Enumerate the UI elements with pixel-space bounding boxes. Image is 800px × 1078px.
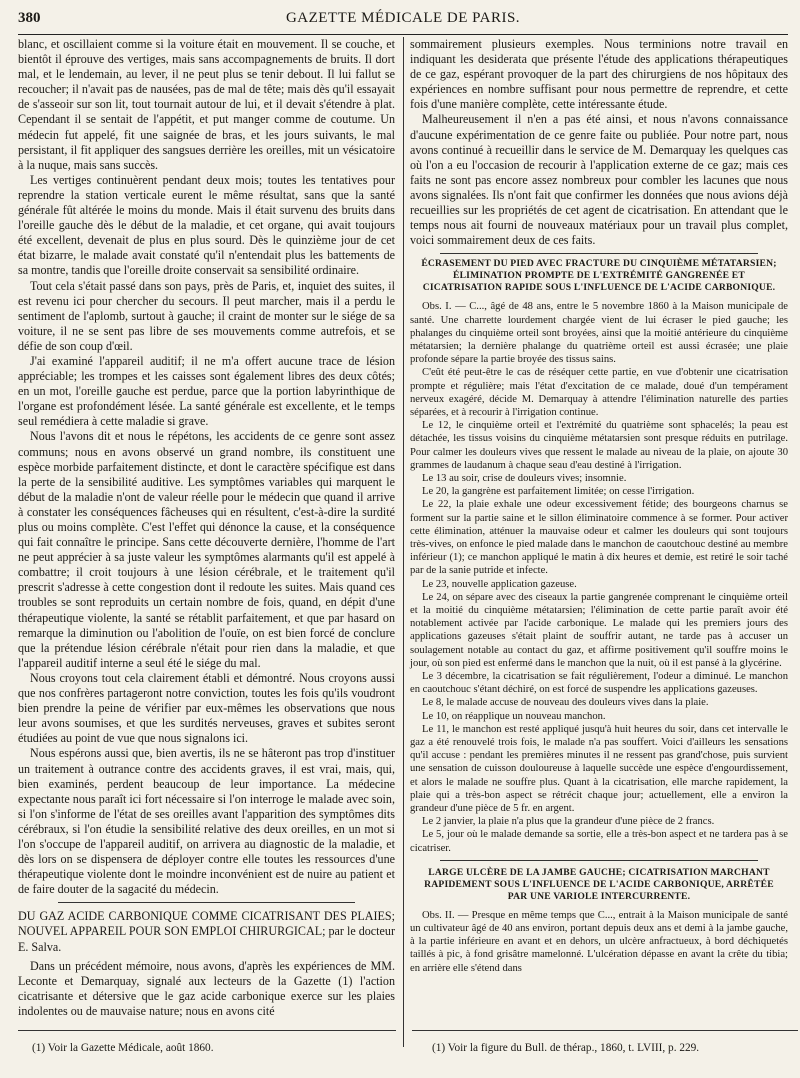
paragraph: blanc, et oscillaient comme si la voiture était en mouvement. Il se couche, et bientôt il éprouve des vertiges, mais sans accompagnements de bruits. Il dort mal, et le lendemain, au lever, il ne peut plus se tenir debout. Il lui fallut se recoucher; il n'avait pas de nausées, pas de mal de tête; mais dès qu'il essayait de s'asseoir sur son lit, tout tournait autour de lui, et il devait s'étendre à plat. Cependant il se sentait de l'appétit, et put manger comme de coutume. Un médecin fut appelé, fit une saignée de bras, et les jours suivants, le mal persistant, il fit appliquer des sangsues derrière les oreilles, mit un vésicatoire à la nuque, mais sans succès. [18,37,395,172]
case-paragraph: Le 11, le manchon est resté appliqué jusqu'à huit heures du soir, dans cet intervalle le gaz a été renouvelé trois fois, le malade n'a pas souffert. Voici d'ailleurs les sensations qu'il accuse : pendant les premières minutes il ne ressent pas grand'chose, puis survient une sensation de cuisson douloureuse à laquelle succède une espèce d'engourdissement, et alors le malade ne souffre plus. Quant à la cicatrisation, elle marche rapidement, la plaie qui a très-bon aspect se rétrécit chaque jour; actuellement, elle a environ la grandeur d'une pièce de 5 fr. en argent. [410,723,788,815]
right-column [403,37,788,1047]
case-paragraph: Le 3 décembre, la cicatrisation se fait régulièrement, l'odeur a diminué. Le manchon en caoutchouc s'étant déchiré, on est forcé de suspendre les applications gazeuses. [410,671,788,696]
observation-heading: ÉCRASEMENT DU PIED AVEC FRACTURE DU CINQUIÈME MÉTATARSIEN; ÉLIMINATION PROMPTE DE L'EXTRÉMITÉ GANGRENÉE ET CICATRISATION RAPIDE SOUS L'INFLUENCE DE L'ACIDE CARBONIQUE. [421,258,777,294]
case-paragraph: Le 20, la gangrène est parfaitement limitée; on cesse l'irrigation. [422,486,695,498]
left-column [18,37,395,1047]
paragraph: Nous espérons aussi que, bien avertis, ils ne se hâteront pas trop d'instituer un traitement à outrance contre des accidents graves, il est vrai, mais, qui, bien examinés, perdent beaucoup de leur importance. La médecine expectante nous paraît ici fort nécessaire si l'on interroge le malade avec soin, si l'on s'informe de l'état de ses oreilles avant l'apparition des symptômes dits cérébraux, si l'on étudie la sensibilité relative des deux oreilles, en un mot si l'on s'occupe de l'appareil auditif, on arrivera au diagnostic de la maladie, et dès lors on se dispensera de déployer contre elle toutes les ressources d'une thérapeutique violente dont le moindre inconvénient est de nuire au patient et de faire douter de la sagacité du médecin. [18,746,395,897]
case-paragraph: C'eût été peut-être le cas de réséquer cette partie, en vue d'obtenir une cicatrisation prompte et régulière; mais l'état d'excitation de ce malade, doué d'un tempérament nerveux exagéré, décide M. Demarquay à attendre l'élimination naturelle des parties séparées, et à recourir à l'irrigation continue. [410,367,788,418]
case-paragraph: Obs. II. — Presque en même temps que C..., entrait à la Maison municipale de santé un cultivateur âgé de 40 ans environ, portant depuis deux ans et demi à la jambe gauche, à la partie inférieure en avant et en dehors, un ulcère anfractueux, à bord déchiquetés taillés à pic, à fond grisâtre mamelonné. L'ulcération dépasse en avant la crête du tibia; en arrière elle s'étend dans [410,909,788,974]
case-paragraph: Le 12, le cinquième orteil et l'extrémité du quatrième sont sphacelés; la peau est détachée, les tissus voisins du cinquième métatarsien sont presque réduits en putrilage. Pour calmer les douleurs vives que ressent le malade au niveau de la plaie, on ajoute 30 grammes de laudanum à chaque seau d'eau destiné à l'irrigation. [410,420,788,471]
page-number: 380 [18,10,41,26]
two-column-body [18,37,788,1047]
article-title [18,909,395,954]
case-paragraph: Le 2 janvier, la plaie n'a plus que la grandeur d'une pièce de 2 francs. [422,816,715,828]
paragraph: Malheureusement il n'en a pas été ainsi, et nous n'avons connaissance d'aucune expérimentation de ce genre faite ou publiée. Pour notre part, nous avons continué à recueillir dans le service de M. Demarquay les quelques cas où l'on a eu l'occasion de recourir à l'application externe de ce gaz; mais ces faits ne sont pas encore assez nombreux pour combler les lacunes que nous avons signalées. Ils n'ont fait que confirmer les données que nous avions déjà recueillies sur les propriétés de cet agent de cicatrisation. En attendant que le temps nous ait fourni de nouveaux matériaux pour un travail plus complet, voici sommairement deux de ces faits. [410,112,788,248]
footnote-right: (1) Voir la figure du Bull. de thérap., 1860, t. LVIII, p. 229. [432,1042,700,1054]
section-divider [440,860,758,861]
paragraph: Tout cela s'était passé dans son pays, près de Paris, et, inquiet des suites, il est revenu ici pour chercher du secours. Il peut marcher, mais il a perdu le sentiment de l'aplomb, surtout à gauche; il craint de monter sur le siége de sa voiture, il ne se sent pas libre de ses mouvements comme autrefois, et se défie de son coup d'œil. [18,278,395,353]
case-paragraph: Le 23, nouvelle application gazeuse. [422,578,577,590]
case-paragraph: Le 13 au soir, crise de douleurs vives; insomnie. [422,472,627,484]
section-divider [58,902,355,903]
case-paragraph: Le 22, la plaie exhale une odeur excessivement fétide; des bourgeons charnus se forment sur la partie saine et le sillon éliminatoire commence à se former. Pour activer cette élimination, atténuer la mauvaise odeur et calmer les douleurs qui sont toujours très-vives, on enfonce le pied malade dans le manchon de caoutchouc destiné au membre inférieur (1); ce manchon appliqué le matin à dix heures et demie, est retiré le soir taché par de la sanie putride et infecte. [410,499,788,577]
footnote-left: (1) Voir la Gazette Médicale, août 1860. [32,1042,214,1054]
observation-heading: LARGE ULCÈRE DE LA JAMBE GAUCHE; CICATRISATION MARCHANT RAPIDEMENT SOUS L'INFLUENCE DE L'ACIDE CARBONIQUE, ARRÊTÉE PAR UNE VARIOLE INTERCURRENTE. [424,866,774,902]
article-title-main: DU GAZ ACIDE CARBONIQUE COMME CICATRISANT DES PLAIES; NOUVEL APPAREIL POUR SON EMPLOI CHIRURGICAL; [18,909,395,939]
article-author: par le docteur E. Salva. [18,924,395,954]
paragraph: Nous croyons tout cela clairement établi et démontré. Nous croyons aussi que nos confrères partageront notre conviction, toutes les fois qu'ils voudront bien prendre la peine de vérifier par eux-mêmes les observations que nous leur avons soumises, et que les surdités nerveuses, graves et subites seront étudiées au point de vue que nous signalons ici. [18,670,395,746]
section-divider [440,253,758,254]
case-paragraph: Le 24, on sépare avec des ciseaux la partie gangrenée comprenant le cinquième orteil et la moitié du cinquième métatarsien; l'élimination de cette partie paraît avoir été notablement activée par l'acide carbonique. Le malade qui les premiers jours des applications gazeuses s'était plaint de souffrir autant, ne tarde pas à accuser un soulagement notable au contact du gaz, et affirme positivement qu'il souffre moins le jour, où son pied est enfermé dans le manchon que la nuit, où il est pansé à la glycérine. [410,591,788,669]
page-header [18,10,788,35]
paragraph: sommairement plusieurs exemples. Nous terminions notre travail en indiquant les desiderata que présente l'étude des applications thérapeutiques de ce gaz, espérant provoquer de la part des chirurgiens de nos hôpitaux des expériences en nombre suffisant pour nous permettre de reprendre, et cette fois d'une manière complète, cette intéressante étude. [410,37,788,112]
case-paragraph: Le 10, on réapplique un nouveau manchon. [422,710,606,722]
paragraph: J'ai examiné l'appareil auditif; il ne m'a offert aucune trace de lésion appréciable; les trompes et les caisses sont également libres des deux côtés; en un mot, l'oreille gauche est perdue, parce que la portion labyrinthique de l'organe est profondément lésée. La santé générale est excellente, et le temps seul remédiera à cette maladie si grave. [18,353,395,429]
running-head: GAZETTE MÉDICALE DE PARIS. [285,10,521,26]
paragraph: Les vertiges continuèrent pendant deux mois; toutes les tentatives pour reprendre la station verticale eurent le même résultat, sans que la santé générale fût altérée le moins du monde. Mais il était survenu des bruits dans l'oreille gauche dès le début de la maladie, et cet organe, qui avait toujours été excellent, devenait de plus en plus sourd. Dès le quinzième jour de cet état bizarre, le malade avait constaté qu'il n'entendait plus les battements de sa montre, tandis que l'oreille droite conservait sa sensibilité ordinaire. [18,172,395,278]
case-paragraph: Obs. I. — C..., âgé de 48 ans, entre le 5 novembre 1860 à la Maison municipale de santé. Une charrette lourdement chargée vient de lui écraser le pied gauche; les phalanges du cinquième orteil sont broyées, ainsi que la moitié antérieure du cinquième métatarsien; la dernière phalange du quatrième orteil est aussi écrasée; une plaie profonde sépare la partie broyée des tissus sains. [410,301,788,366]
paragraph: Nous l'avons dit et nous le répétons, les accidents de ce genre sont assez communs; nous en avons observé un grand nombre, ils constituent une espèce morbide parfaitement distincte, et dont le caractère spécifique est dans la perte de la sensibilité auditive. Les symptômes variables qui marquent le début de la maladie n'ont de valeur réelle pour le médecin que quand il arrive à constater les conséquences fâcheuses qui en résultent, c'est-à-dire la surdité plus ou moins complète. C'est l'effet qui dénonce la cause, et la conséquence qui fait connaître le principe. Sans cette découverte dernière, l'homme de l'art ne peut apprécier à sa juste valeur les symptômes alarmants qu'il est appelé à combattre; il croit toujours à une lésion cérébrale, et le traitement qu'il prescrit s'adresse à cette congestion dont il redoute les suites. Mais quand ces troubles se sont reproduits un certain nombre de fois, quand, en dépit d'une thérapeutique violente, la santé se rétablit parfaitement, et que par hasard on remarque la diminution ou l'abolition de l'ouïe, on est bien forcé de conclure que la prétendue lésion cérébrale n'était pour rien dans la maladie, et que l'appareil auditif interne a seul été le siége du mal. [18,429,395,670]
case-paragraph: Le 5, jour où le malade demande sa sortie, elle a très-bon aspect et ne tardera pas à se cicatriser. [410,829,788,854]
paragraph: Dans un précédent mémoire, nous avons, d'après les expériences de MM. Leconte et Demarquay, signalé aux lecteurs de la Gazette (1) l'action cicatrisante et détersive que le gaz acide carbonique exerce sur les plaies indolentes ou de mauvaise nature; nous en avons cité [18,958,395,1018]
case-paragraph: Le 8, le malade accuse de nouveau des douleurs vives dans la plaie. [422,697,709,709]
